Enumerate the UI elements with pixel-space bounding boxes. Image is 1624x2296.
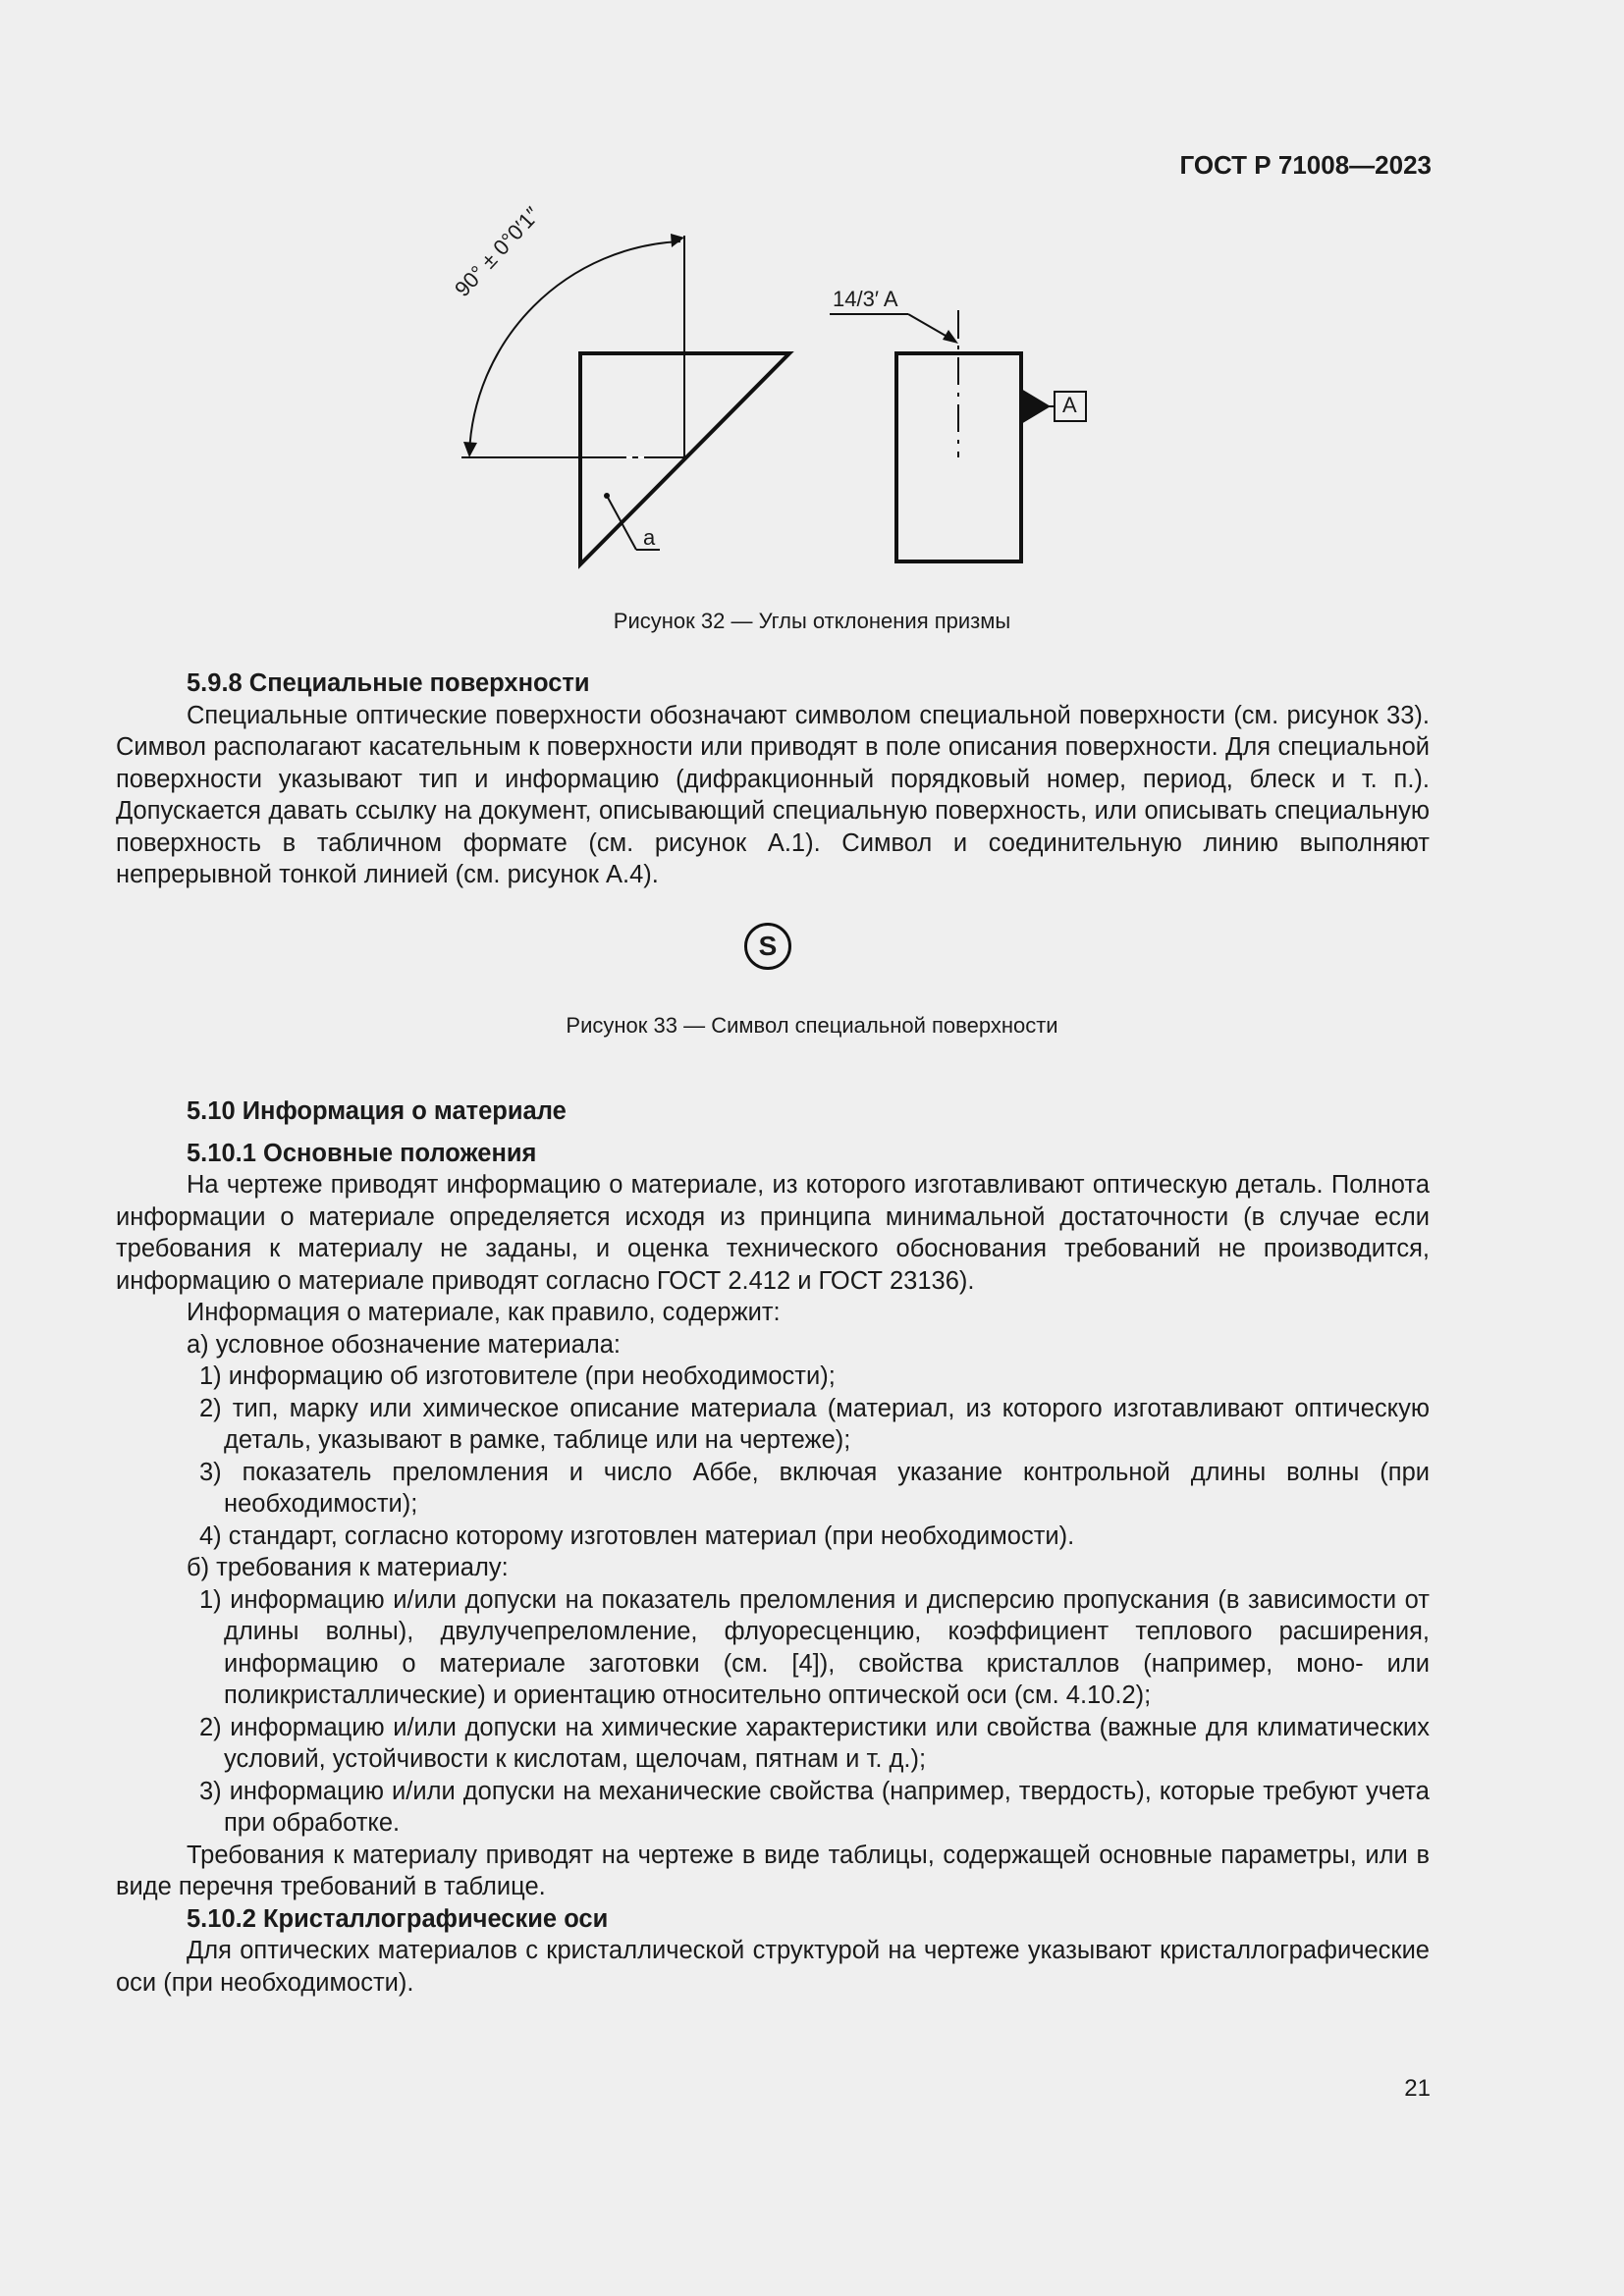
list-item: 1) информацию об изготовителе (при необходимости); bbox=[199, 1362, 836, 1390]
paragraph: Специальные оптические поверхности обозначают символом специальной поверхности (см. рисунок 33). Символ располагают касательным к поверхности или приводят в поле описания поверхности. Для специальной поверхности указывают тип и информацию (дифракционный порядковый номер, период, блеск и т. п.). Допускается давать ссылку на документ, описывающий специальную поверхность, или описывать специальную поверхность в табличном формате (см. рисунок А.1). Символ и соединительную линию выполняют непрерывной тонкой линией (см. рисунок А.4). bbox=[116, 701, 1430, 888]
subsection-heading: 5.10.1 Основные положения bbox=[187, 1139, 537, 1167]
list-item: 4) стандарт, согласно которому изготовлен материал (при необходимости). bbox=[199, 1522, 1075, 1550]
list-item: а) условное обозначение материала: bbox=[187, 1330, 622, 1359]
paragraph: Для оптических материалов с кристаллической структурой на чертеже указывают кристаллографические оси (при необходимости). bbox=[116, 1937, 1430, 1997]
list-item: 1) информацию и/или допуски на показатель преломления и дисперсию пропускания (в зависимости от длины волны), двулучепреломление, флуоресценцию, коэффициент теплового расширения, информацию о материале заготовки (см. [4]), свойства кристаллов (например, моно- или поликристаллические) и ориентацию относительно оптической оси (см. 4.10.2); bbox=[199, 1585, 1430, 1709]
document-code: ГОСТ Р 71008—2023 bbox=[1179, 150, 1432, 180]
section-5-9-8 bbox=[116, 667, 1430, 891]
list-item: 3) показатель преломления и число Аббе, включая указание контрольной длины волны (при необходимости); bbox=[199, 1458, 1430, 1518]
list-item: 3) информацию и/или допуски на механические свойства (например, твердость), которые требуют учета при обработке. bbox=[199, 1777, 1430, 1837]
list-item: б) требования к материалу: bbox=[187, 1554, 509, 1581]
figure-32-caption: Рисунок 32 — Углы отклонения призмы bbox=[613, 609, 1011, 633]
paragraph: На чертеже приводят информацию о материале, из которого изготавливают оптическую деталь. Полнота информации о материале определяется исходя из принципа минимальной достаточности (в случае если требования к материалу не заданы, и оценка технического обоснования требований не производится, информацию о материале приводят согласно ГОСТ 2.412 и ГОСТ 23136). bbox=[116, 1171, 1430, 1295]
leader-label: a bbox=[643, 525, 656, 550]
angle-label: 90° ± 0°0′1″ bbox=[450, 201, 545, 302]
section-5-10 bbox=[116, 1095, 1430, 1999]
figure-33-caption: Рисунок 33 — Символ специальной поверхности bbox=[566, 1013, 1058, 1038]
special-surface-symbol bbox=[744, 923, 791, 970]
tolerance-label: 14/3′ A bbox=[833, 287, 898, 311]
symbol-letter: S bbox=[758, 931, 778, 961]
paragraph: Информация о материале, как правило, содержит: bbox=[187, 1299, 781, 1326]
datum-label: A bbox=[1062, 393, 1077, 417]
list-item: 2) информацию и/или допуски на химические характеристики или свойства (важные для климатических условий, устойчивости к кислотам, щелочам, пятнам и т. д.); bbox=[199, 1713, 1430, 1773]
paragraph: Требования к материалу приводят на чертеже в виде таблицы, содержащей основные параметры, или в виде перечня требований в таблице. bbox=[116, 1841, 1430, 1900]
subsection-heading: 5.10.2 Кристаллографические оси bbox=[187, 1904, 609, 1933]
figure-32-drawing bbox=[432, 221, 1110, 584]
section-heading: 5.9.8 Специальные поверхности bbox=[187, 669, 590, 697]
page-number: 21 bbox=[1404, 2075, 1431, 2102]
section-heading: 5.10 Информация о материале bbox=[187, 1097, 567, 1125]
list-item: 2) тип, марку или химическое описание материала (материал, из которого изготавливают оптическую деталь, указывают в рамке, таблице или на чертеже); bbox=[199, 1394, 1430, 1454]
